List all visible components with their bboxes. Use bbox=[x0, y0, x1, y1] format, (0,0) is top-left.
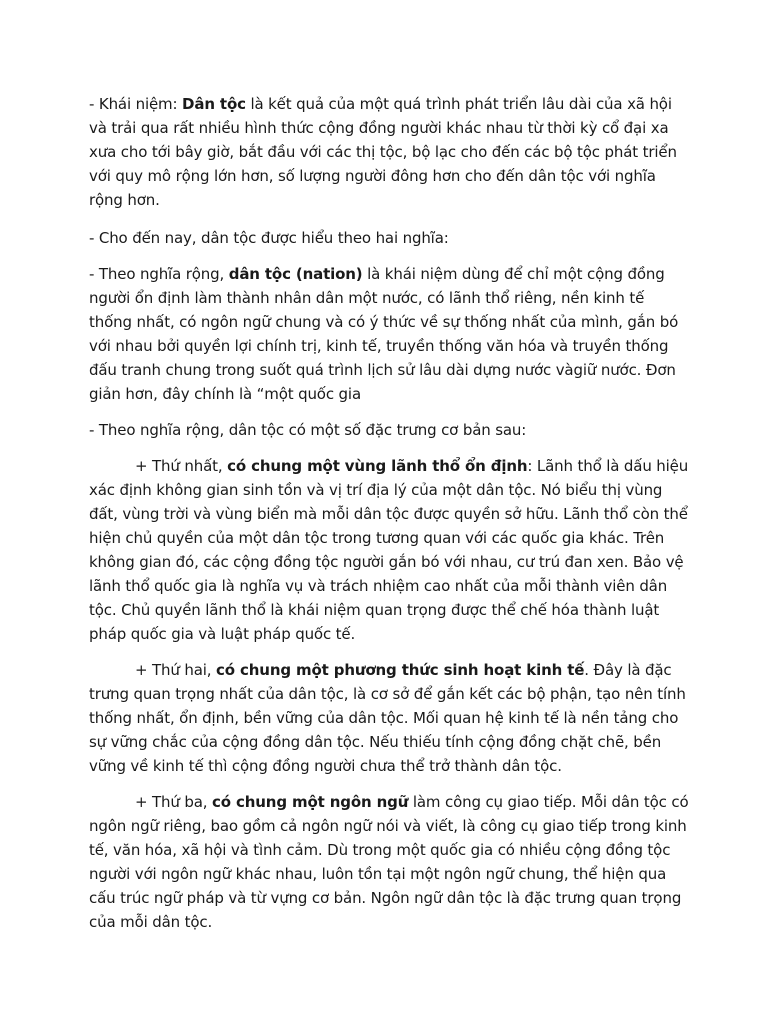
paragraph-broad-meaning bbox=[89, 262, 689, 406]
paragraph-text: + Thứ nhất, bbox=[135, 457, 228, 475]
paragraph-text: - Theo nghĩa rộng, dân tộc có một số đặc trưng cơ bản sau: bbox=[89, 421, 527, 439]
bold-term: Dân tộc bbox=[182, 95, 246, 113]
paragraph-text: làm công cụ giao tiếp. Mỗi dân tộc có ngôn ngữ riêng, bao gồm cả ngôn ngữ nói và viết, là công cụ giao tiếp trong kinh tế, văn hóa, xã hội và tình cảm. Dù trong một quốc gia có nhiều cộng đồng tộc người với ngôn ngữ khác nhau, luôn tồn tại một ngôn ngữ chung, thể hiện qua cấu trúc ngữ pháp và từ vựng cơ bản. Ngôn ngữ dân tộc là đặc trưng quan trọng của mỗi dân tộc. bbox=[89, 793, 689, 931]
bold-term: dân tộc (nation) bbox=[228, 265, 363, 283]
paragraph-text: : Lãnh thổ là dấu hiệu xác định không gian sinh tồn và vị trí địa lý của một dân tộc. Nó biểu thị vùng đất, vùng trời và vùng biển mà mỗi dân tộc được quyền sở hữu. Lãnh thổ còn thể hiện chủ quyền của một dân tộc trong tương quan với các quốc gia khác. Trên không gian đó, các cộng đồng tộc người gắn bó với nhau, cư trú đan xen. Bảo vệ lãnh thổ quốc gia là nghĩa vụ và trách nhiệm cao nhất của mỗi thành viên dân tộc. Chủ quyền lãnh thổ là khái niệm quan trọng được thể chế hóa thành luật pháp quốc gia và luật pháp quốc tế. bbox=[89, 457, 689, 643]
paragraph-second-characteristic bbox=[89, 658, 689, 778]
bold-term: có chung một phương thức sinh hoạt kinh tế bbox=[216, 661, 585, 679]
paragraph-text: - Khái niệm: bbox=[89, 95, 183, 113]
bold-term: có chung một ngôn ngữ bbox=[212, 793, 409, 811]
paragraph-third-characteristic bbox=[89, 790, 689, 934]
paragraph-characteristics-intro bbox=[89, 418, 689, 442]
paragraph-text: + Thứ hai, bbox=[135, 661, 217, 679]
paragraph-two-meanings bbox=[89, 226, 689, 250]
document-body bbox=[89, 92, 689, 945]
paragraph-text: - Theo nghĩa rộng, bbox=[89, 265, 229, 283]
paragraph-text: là kết quả của một quá trình phát triển lâu dài của xã hội và trải qua rất nhiều hình thức cộng đồng người khác nhau từ thời kỳ cổ đại xa xưa cho tới bây giờ, bắt đầu với các thị tộc, bộ lạc cho đến các bộ tộc phát triển với quy mô rộng lớn hơn, số lượng người đông hơn cho đến dân tộc với nghĩa rộng hơn. bbox=[89, 95, 677, 209]
bold-term: có chung một vùng lãnh thổ ổn định bbox=[227, 457, 528, 475]
paragraph-text: là khái niệm dùng để chỉ một cộng đồng người ổn định làm thành nhân dân một nước, có lãnh thổ riêng, nền kinh tế thống nhất, có ngôn ngữ chung và có ý thức về sự thống nhất của mình, gắn bó với nhau bởi quyền lợi chính trị, kinh tế, truyền thống văn hóa và truyền thống đấu tranh chung trong suốt quá trình lịch sử lâu dài dựng nước vàgiữ nước. Đơn giản hơn, đây chính là “một quốc gia bbox=[89, 265, 679, 403]
paragraph-text: - Cho đến nay, dân tộc được hiểu theo hai nghĩa: bbox=[89, 229, 449, 247]
paragraph-text: + Thứ ba, bbox=[135, 793, 213, 811]
paragraph-definition bbox=[89, 92, 689, 212]
paragraph-first-characteristic bbox=[89, 454, 689, 646]
paragraph-text: . Đây là đặc trưng quan trọng nhất của dân tộc, là cơ sở để gắn kết các bộ phận, tạo nên tính thống nhất, ổn định, bền vững của dân tộc. Mối quan hệ kinh tế là nền tảng cho sự vững chắc của cộng đồng dân tộc. Nếu thiếu tính cộng đồng chặt chẽ, bền vững về kinh tế thì cộng đồng người chưa thể trở thành dân tộc. bbox=[89, 661, 686, 775]
